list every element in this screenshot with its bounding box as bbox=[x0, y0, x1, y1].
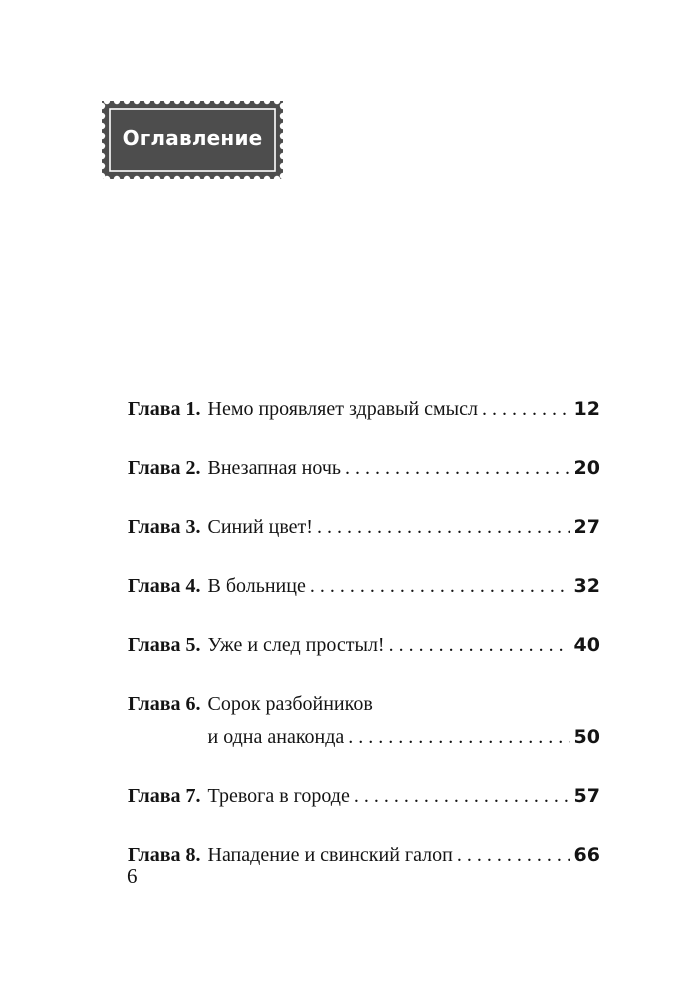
chapter-title-block bbox=[208, 629, 601, 662]
chapter-number: Глава 8. bbox=[128, 844, 201, 866]
page-title: Оглавление bbox=[122, 126, 263, 150]
dot-leader bbox=[385, 629, 570, 662]
chapter-title-block bbox=[208, 688, 601, 754]
chapter-title: Нападение и свинский галоп bbox=[207, 844, 453, 866]
chapter-number: Глава 2. bbox=[128, 457, 201, 479]
dot-leader bbox=[453, 839, 570, 872]
chapter-number: Глава 5. bbox=[128, 634, 201, 656]
chapter-title-block bbox=[208, 780, 601, 813]
chapter-page-number: 50 bbox=[573, 726, 600, 748]
chapter-title-row bbox=[208, 839, 601, 872]
chapter-title-row bbox=[208, 721, 601, 754]
toc-entry bbox=[128, 629, 600, 662]
dot-leader bbox=[341, 452, 570, 485]
chapter-number: Глава 6. bbox=[128, 693, 201, 715]
chapter-title-row bbox=[208, 452, 601, 485]
dot-leader bbox=[350, 780, 570, 813]
chapter-page-number: 57 bbox=[573, 785, 600, 807]
chapter-title: и одна анаконда bbox=[207, 726, 345, 748]
dot-leader bbox=[478, 393, 570, 426]
chapter-page-number: 40 bbox=[573, 634, 600, 656]
table-of-contents bbox=[128, 393, 600, 898]
dot-leader bbox=[344, 721, 569, 754]
chapter-title: Синий цвет! bbox=[207, 516, 313, 538]
chapter-page-number: 32 bbox=[573, 575, 600, 597]
chapter-title-block bbox=[208, 452, 601, 485]
chapter-title-row bbox=[208, 570, 601, 603]
dot-leader bbox=[306, 570, 570, 603]
chapter-title: Внезапная ночь bbox=[207, 457, 342, 479]
chapter-title-line: Сорок разбойников bbox=[207, 693, 373, 715]
chapter-title-row bbox=[208, 780, 601, 813]
toc-entry bbox=[128, 452, 600, 485]
chapter-number: Глава 3. bbox=[128, 516, 201, 538]
chapter-title-block bbox=[208, 511, 601, 544]
toc-entry bbox=[128, 511, 600, 544]
toc-entry bbox=[128, 393, 600, 426]
toc-entry bbox=[128, 839, 600, 872]
chapter-title-row bbox=[208, 629, 601, 662]
dot-leader bbox=[313, 511, 570, 544]
chapter-title-row bbox=[208, 511, 601, 544]
chapter-number: Глава 1. bbox=[128, 398, 201, 420]
chapter-title-block bbox=[208, 570, 601, 603]
chapter-page-number: 27 bbox=[573, 516, 600, 538]
chapter-number: Глава 4. bbox=[128, 575, 201, 597]
chapter-title: Немо проявляет здравый смысл bbox=[207, 398, 478, 420]
page-number: 6 bbox=[127, 864, 138, 888]
chapter-title-block bbox=[208, 839, 601, 872]
chapter-title-row bbox=[208, 393, 601, 426]
chapter-title: Уже и след простыл! bbox=[207, 634, 385, 656]
chapter-page-number: 66 bbox=[573, 844, 600, 866]
chapter-page-number: 20 bbox=[573, 457, 600, 479]
toc-entry bbox=[128, 780, 600, 813]
chapter-title-block bbox=[208, 393, 601, 426]
contents-stamp bbox=[99, 98, 286, 182]
chapter-number: Глава 7. bbox=[128, 785, 201, 807]
toc-entry bbox=[128, 570, 600, 603]
chapter-title: Тревога в городе bbox=[207, 785, 350, 807]
chapter-page-number: 12 bbox=[573, 398, 600, 420]
toc-entry bbox=[128, 688, 600, 754]
chapter-title: В больнице bbox=[207, 575, 306, 597]
